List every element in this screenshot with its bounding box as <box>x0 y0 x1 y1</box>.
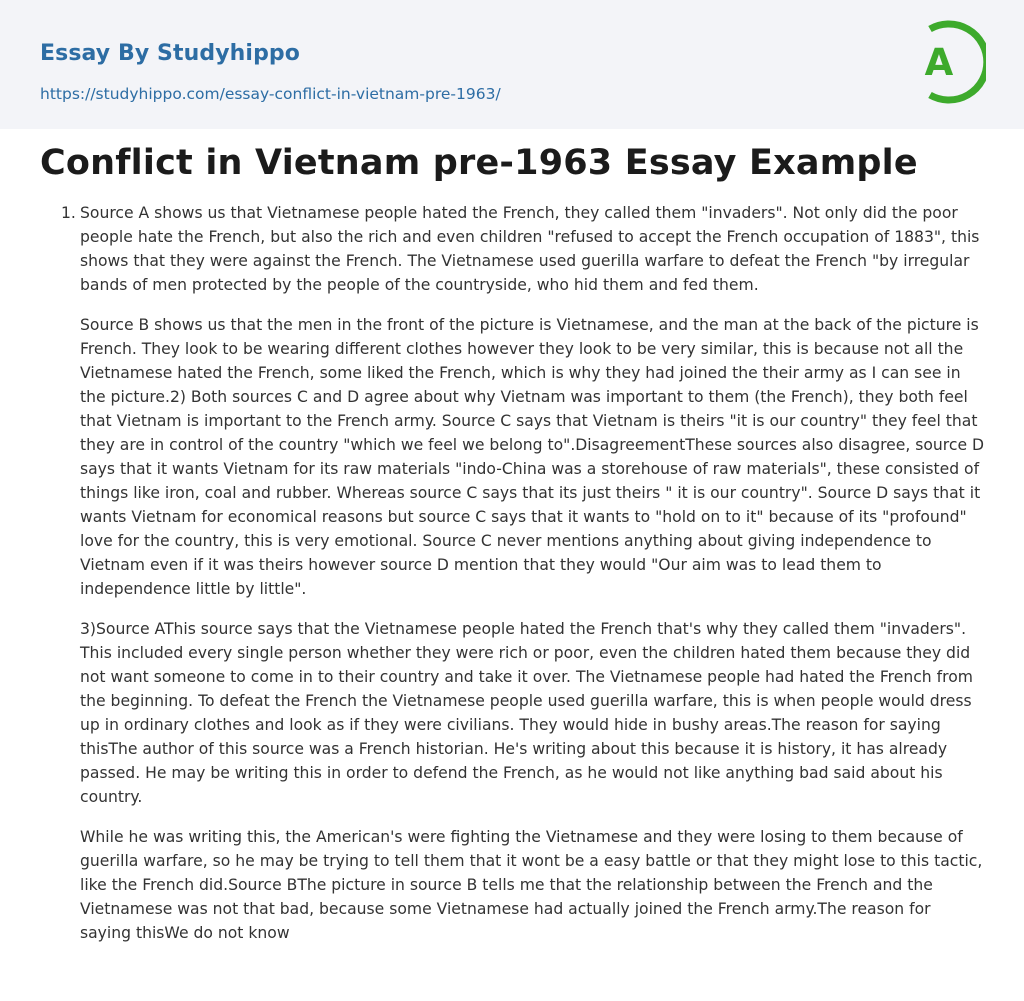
essay-body <box>80 201 986 961</box>
site-header <box>0 0 1024 129</box>
essay-paragraph: Source A shows us that Vietnamese people hated the French, they called them "invaders". Not only did the poor people hate the French, but also the rich and even children "refused to accept the French occupation of 1883", this shows that they were against the French. The Vietnamese used guerilla warfare to defeat the French "by irregular bands of men protected by the people of the countryside, who hid them and fed them. <box>80 204 980 294</box>
studyhippo-logo-icon[interactable] <box>912 19 986 105</box>
list-number: 1. <box>61 204 76 222</box>
source-url-link[interactable]: https://studyhippo.com/essay-conflict-in-vietnam-pre-1963/ <box>40 85 501 103</box>
brand-title[interactable]: Essay By Studyhippo <box>40 41 300 66</box>
logo-letter: A <box>924 41 954 84</box>
essay-paragraph: Source B shows us that the men in the front of the picture is Vietnamese, and the man at the back of the picture is French. They look to be wearing different clothes however they look to be very similar, this is because not all the Vietnamese hated the French, some liked the French, which is why they had joined the their army as I can see in the picture.2) Both sources C and D agree about why Vietnam was important to them (the French), they both feel that Vietnam is important to the French army. Source C says that Vietnam is theirs "it is our country" they feel that they are in control of the country "which we feel we belong to".DisagreementThese sources also disagree, source D says that it wants Vietnam for its raw materials "indo-China was a storehouse of raw materials", these consisted of things like iron, coal and rubber. Whereas source C says that its just theirs " it is our country". Source D says that it wants Vietnam for economical reasons but source C says that it wants to "hold on to it" because of its "profound" love for the country, this is very emotional. Source C never mentions anything about giving independence to Vietnam even if it was theirs however source D mention that they would "Our aim was to lead them to independence little by little". <box>80 316 985 598</box>
page-title: Conflict in Vietnam pre-1963 Essay Example <box>40 143 918 183</box>
essay-paragraph: While he was writing this, the American's were fighting the Vietnamese and they were losing to them because of guerilla warfare, so he may be trying to tell them that it wont be a easy battle or that they might lose to this tactic, like the French did.Source BThe picture in source B tells me that the relationship between the French and the Vietnamese was not that bad, because some Vietnamese had actually joined the French army.The reason for saying thisWe do not know <box>80 828 983 942</box>
essay-paragraph: 3)Source AThis source says that the Vietnamese people hated the French that's why they called them "invaders". This included every single person whether they were rich or poor, even the children hated them because they did not want someone to come in to their country and take it over. The Vietnamese people had hated the French from the beginning. To defeat the French the Vietnamese people used guerilla warfare, this is when people would dress up in ordinary clothes and look as if they were civilians. They would hide in bushy areas.The reason for saying thisThe author of this source was a French historian. He's writing about this because it is history, it has already passed. He may be writing this in order to defend the French, as he would not like anything bad said about his country. <box>80 620 973 806</box>
